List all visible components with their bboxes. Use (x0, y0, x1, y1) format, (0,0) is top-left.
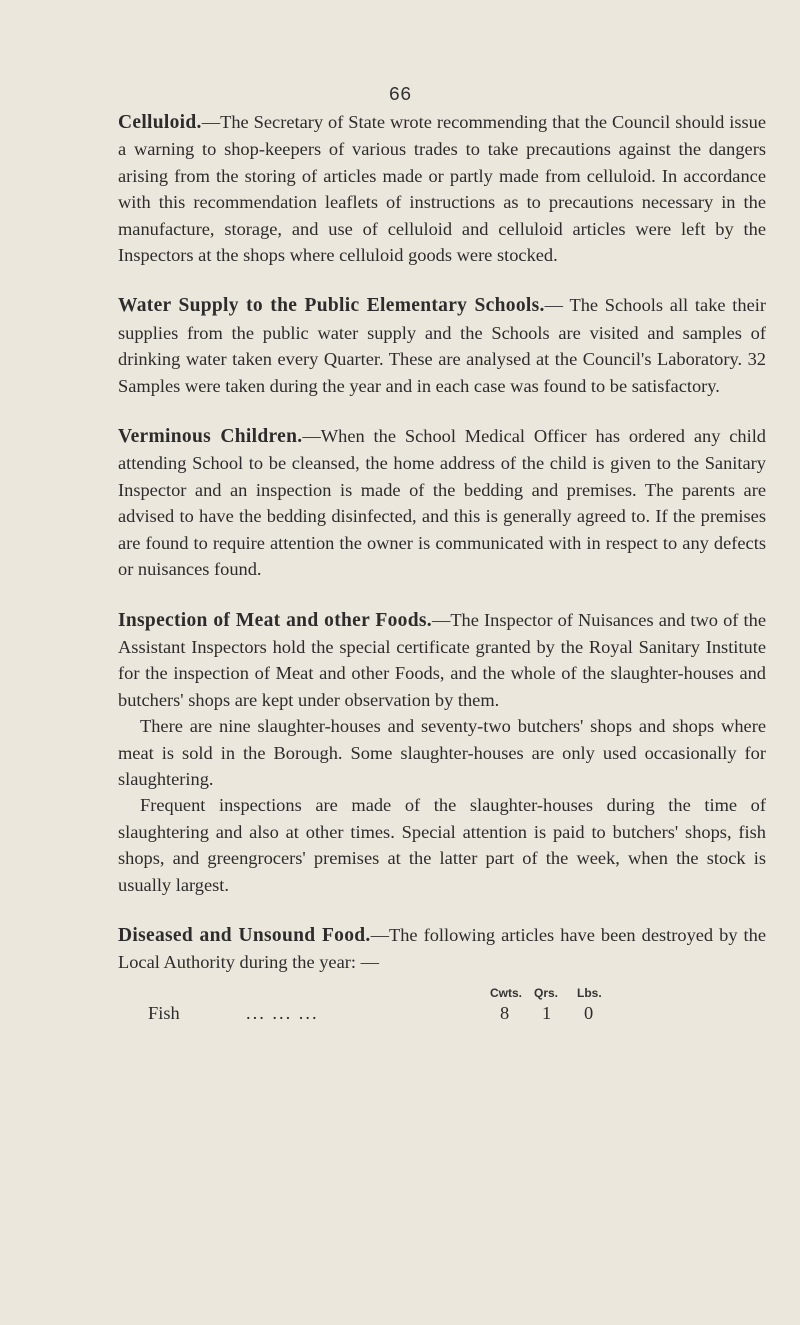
paragraph (118, 922, 766, 976)
section-celluloid (118, 109, 766, 268)
section-heading: Celluloid. (118, 112, 202, 133)
section-meat-inspection (118, 607, 766, 898)
value-lbs: 0 (584, 1002, 594, 1023)
section-verminous-children (118, 423, 766, 582)
column-header-lbs: Lbs. (577, 985, 602, 1000)
section-heading: Water Supply to the Public Elementary Schools. (118, 295, 545, 317)
column-header-cwts: Cwts. (490, 985, 523, 1000)
section-heading: Diseased and Unsound Food. (118, 924, 371, 946)
food-table (118, 980, 766, 1034)
page-content (118, 109, 766, 1054)
paragraph (118, 423, 766, 582)
value-qrs: 1 (542, 1002, 552, 1023)
section-text: —The Inspector of Nuisances and two of the Assistant Inspectors hold the special certificate granted by the Royal Sanitary Institute for the inspection of Meat and other Foods, and the whole of the slaughter-houses and butchers' shops are kept under observation by them. (118, 609, 767, 710)
paragraph: There are nine slaughter-houses and seventy-two butchers' shops and shops where meat is sold in the Borough. Some slaughter-houses are only used occasionally for slaughtering. (118, 716, 766, 789)
section-text: —When the School Medical Officer has ordered any child attending School to be cleansed, the home address of the child is given to the Sanitary Inspector and an inspection is made of the bedding and premises. The parents are advised to have the bedding disinfected, and this is generally agreed to. If the premises are found to require attention the owner is communicated with in respect to any defects or nuisances found. (118, 426, 766, 580)
column-header-qrs: Qrs. (534, 985, 559, 1000)
value-cwts: 8 (500, 1002, 510, 1023)
section-heading: Inspection of Meat and other Foods. (118, 609, 432, 631)
page-number: 66 (388, 84, 412, 106)
section-text: — The Schools all take their supplies from the public water supply and the Schools are visited and samples of drinking water taken every Quarter. These are analysed at the Council's Laboratory. 32 Samples were taken during the year and in each case was found to be satisfactory. (118, 295, 766, 396)
section-text: —The following articles have been destroyed by the Local Authority during the year: — (118, 924, 766, 973)
paragraph: Frequent inspections are made of the slaughter-houses during the time of slaughtering and also at other times. Special attention is paid to butchers' shops, fish shops, and greengrocers' premises at the latter part of the week, when the stock is usually largest. (118, 795, 766, 895)
section-heading: Verminous Children. (118, 426, 303, 448)
section-unsound-food (118, 922, 766, 1034)
paragraph (118, 109, 766, 268)
section-text: —The Secretary of State wrote recommending that the Council should issue a warning to shop-keepers of various trades to take precautions against the dangers arising from the storing of articles made or partly made from celluloid. In accordance with this recommendation leaflets of instructions as to precautions necessary in the manufacture, storage, and use of celluloid and celluloid articles were left by the Inspectors at the shops where celluloid goods were stocked. (118, 112, 766, 266)
leader-dots: ... ... ... (246, 1002, 319, 1023)
section-water-supply (118, 292, 766, 399)
item-name: Fish (148, 1002, 180, 1023)
paragraph (118, 292, 766, 399)
paragraph (118, 607, 766, 714)
